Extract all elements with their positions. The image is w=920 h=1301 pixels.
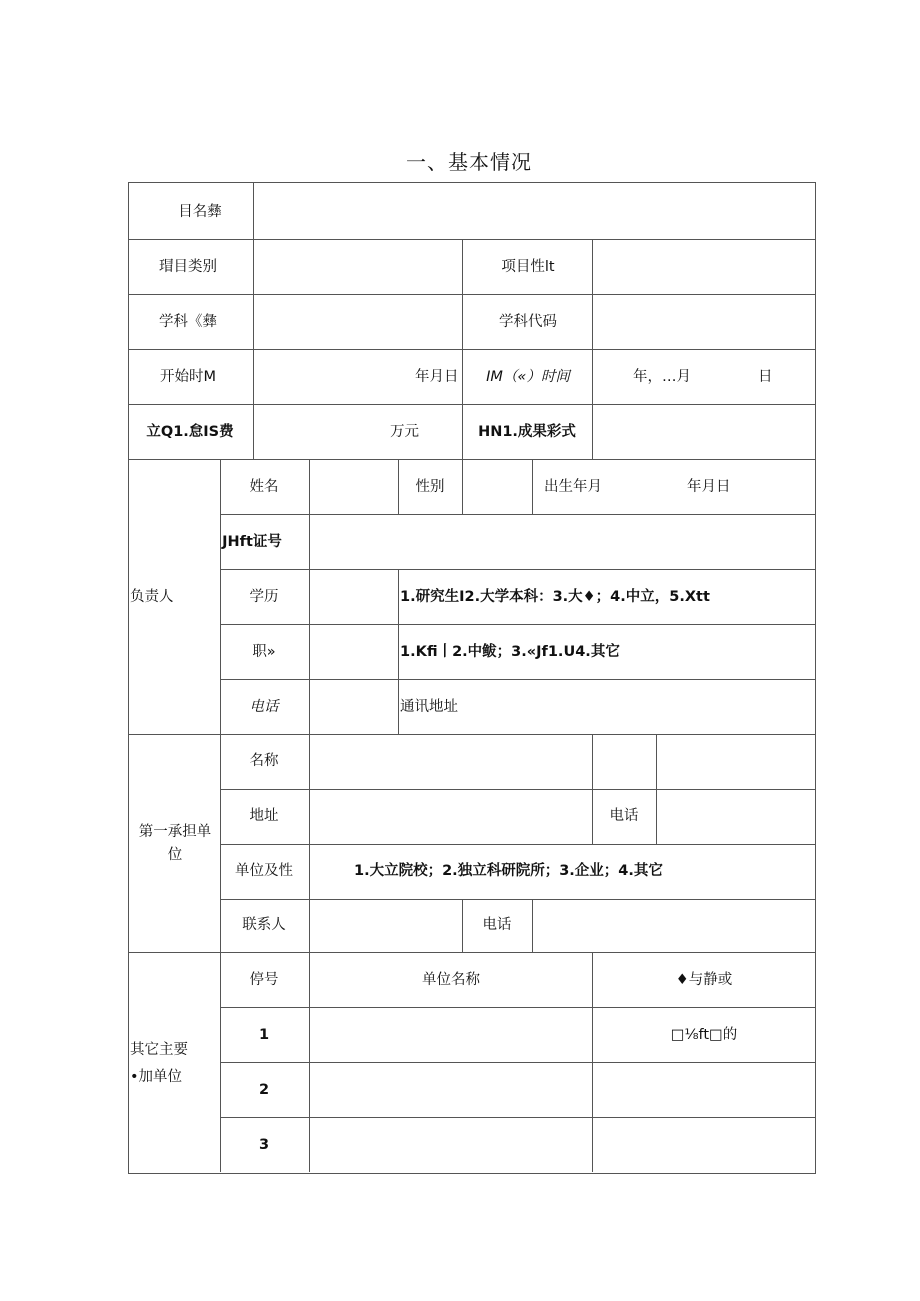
others-row-no: 2 [258, 1082, 270, 1098]
leader-title-label: 职» [252, 644, 276, 660]
col-divider [532, 459, 533, 514]
unit-name-field[interactable] [310, 735, 592, 789]
leader-education-options[interactable]: 1.研究生I2.大学本科：3.大♦；4.中立，5.Xtt [400, 589, 710, 605]
discipline-field[interactable] [254, 295, 462, 349]
unit-contact-field[interactable] [310, 900, 462, 952]
end-time-month: …月 [662, 369, 691, 385]
col-divider [398, 569, 399, 734]
result-form-label: HN1.成果彩式 [478, 424, 576, 440]
unit-phone-field[interactable] [657, 790, 815, 844]
leader-phone-label: 电话 [249, 699, 279, 715]
section-title: 一、基本情况 [406, 150, 532, 174]
col-divider [220, 459, 221, 1172]
unit-nature-options[interactable]: 1.大立院校；2.独立科研院所；3.企业；4.其它 [354, 863, 663, 879]
others-row-task-field[interactable] [593, 1118, 815, 1172]
leader-name-field[interactable] [310, 460, 398, 514]
others-row-no: 1 [258, 1027, 270, 1043]
discipline-code-label: 学科代码 [499, 314, 557, 330]
col-divider [592, 734, 593, 844]
others-row-name-field[interactable] [310, 1063, 592, 1117]
unit-nature-label: 单位及性 [235, 863, 293, 879]
leader-id-field[interactable] [310, 515, 815, 569]
project-nature-field[interactable] [593, 240, 815, 294]
leader-group-label: 负责人 [130, 589, 174, 605]
leader-birth-label: 出生年月 [544, 479, 602, 495]
start-time-unit: 年月日 [415, 369, 459, 385]
unit-name-label: 名称 [249, 753, 279, 769]
leader-title-options[interactable]: 1.Kfi丨2.中鲅；3.«Jf1.U4.其它 [400, 644, 620, 660]
unit-phone-label: 电话 [609, 808, 639, 824]
basic-info-form [128, 182, 816, 1174]
unit-address-label: 地址 [249, 808, 279, 824]
funding-unit: 万元 [390, 424, 419, 440]
leader-gender-field[interactable] [463, 460, 532, 514]
others-group-label-line1: 其它主要 [130, 1042, 188, 1058]
row-divider [129, 349, 815, 350]
leader-education-label: 学历 [249, 589, 279, 605]
funding-label: 立Q1.怠IS费 [146, 424, 234, 440]
unit-group-label-line1: 第一承担单 [138, 824, 212, 840]
end-time-day: 日 [758, 369, 773, 385]
end-time-label: IM（«）时间 [486, 369, 570, 385]
others-row-task-field[interactable] [593, 1063, 815, 1117]
leader-birth-unit: 年月日 [687, 479, 731, 495]
unit-address-field[interactable] [310, 790, 592, 844]
leader-address-label: 通讯地址 [400, 699, 458, 715]
leader-name-label: 姓名 [249, 479, 279, 495]
project-name-field[interactable] [254, 183, 815, 239]
unit-contact-phone-label: 电话 [482, 917, 512, 933]
unit-contact-phone-field[interactable] [533, 900, 815, 952]
leader-phone-field[interactable] [310, 680, 398, 734]
others-col-task-header: ♦与静或 [675, 972, 733, 988]
project-nature-label: 项目性lt [501, 259, 555, 275]
others-row-task: □⅛ft□的 [670, 1027, 738, 1043]
others-row-name-field[interactable] [310, 1008, 592, 1062]
others-row-no: 3 [258, 1137, 270, 1153]
leader-gender-label: 性别 [415, 479, 445, 495]
col-divider [462, 899, 463, 952]
row-divider [129, 952, 815, 953]
others-col-no-header: 停号 [249, 972, 279, 988]
others-col-name-header: 单位名称 [422, 972, 480, 988]
discipline-code-field[interactable] [593, 295, 815, 349]
project-category-field[interactable] [254, 240, 462, 294]
project-category-label: 瑁目类别 [159, 259, 217, 275]
others-group-label-line2: •加单位 [130, 1069, 183, 1085]
project-name-label: 目名彝 [178, 204, 222, 220]
others-row-name-field[interactable] [310, 1118, 592, 1172]
end-time-year: 年， [633, 369, 662, 385]
col-divider [462, 239, 463, 459]
result-form-field[interactable] [593, 405, 815, 459]
unit-group-label-line2: 位 [167, 847, 183, 863]
leader-id-label: JHft证号 [222, 534, 282, 550]
discipline-label: 学科《彝 [159, 314, 217, 330]
unit-contact-label: 联系人 [242, 917, 286, 933]
start-time-label: 开始时M [159, 369, 217, 385]
col-divider [398, 459, 399, 514]
